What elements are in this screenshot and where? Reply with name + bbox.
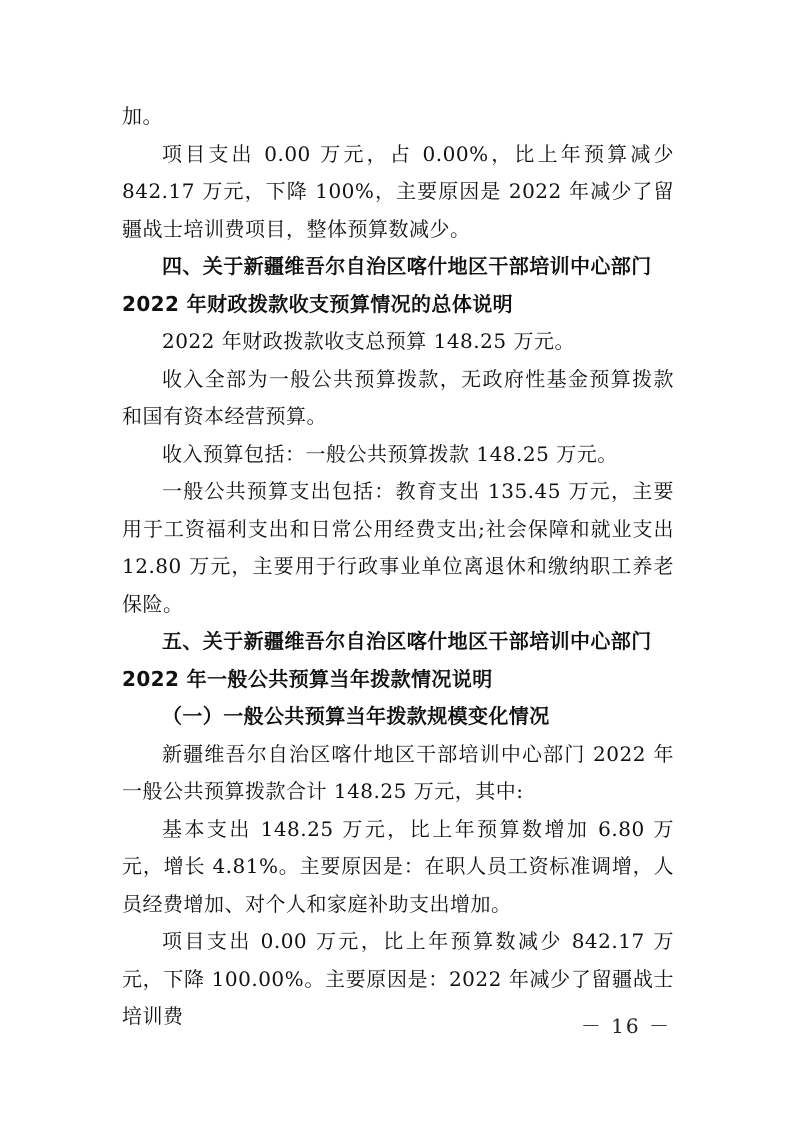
section-heading-four: 四、关于新疆维吾尔自治区喀什地区干部培训中心部门 2022 年财政拨款收支预算情况的总体说明 (122, 254, 652, 316)
document-body (122, 98, 674, 1036)
paragraph-income-source: 收入全部为一般公共预算拨款，无政府性基金预算拨款和国有资本经营预算。 (122, 366, 674, 428)
paragraph-total-budget: 2022 年财政拨款收支总预算 148.25 万元。 (162, 329, 575, 353)
paragraph-basic-expenditure: 基本支出 148.25 万元，比上年预算数增加 6.80 万元，增长 4.81%。主要原因是：在职人员工资标准调增，人员经费增加、对个人和家庭补助支出增加。 (122, 816, 674, 916)
subsection-heading-one: （一）一般公共预算当年拨款规模变化情况 (162, 704, 550, 728)
paragraph-income-budget: 收入预算包括：一般公共预算拨款 148.25 万元。 (162, 441, 618, 466)
paragraph-continuation: 加。 (122, 104, 163, 128)
paragraph-allocation-total: 新疆维吾尔自治区喀什地区干部培训中心部门 2022 年一般公共预算拨款合计 148.25 万元，其中: (122, 741, 674, 803)
paragraph-public-expenditure: 一般公共预算支出包括：教育支出 135.45 万元，主要用于工资福利支出和日常公用经费支出;社会保障和就业支出 12.80 万元，主要用于行政事业单位离退休和缴纳职工养老保险。 (122, 479, 674, 616)
section-heading-five: 五、关于新疆维吾尔自治区喀什地区干部培训中心部门 2022 年一般公共预算当年拨款情况说明 (122, 629, 652, 691)
page-number: － 16 － (580, 1014, 671, 1038)
paragraph-project-expenditure-change: 项目支出 0.00 万元，比上年预算数减少 842.17 万元，下降 100.00%。主要原因是：2022 年减少了留疆战士培训费 (122, 929, 674, 1028)
paragraph-project-expenditure: 项目支出 0.00 万元，占 0.00%，比上年预算减少 842.17 万元，下降 100%，主要原因是 2022 年减少了留疆战士培训费项目，整体预算数减少。 (122, 141, 674, 241)
